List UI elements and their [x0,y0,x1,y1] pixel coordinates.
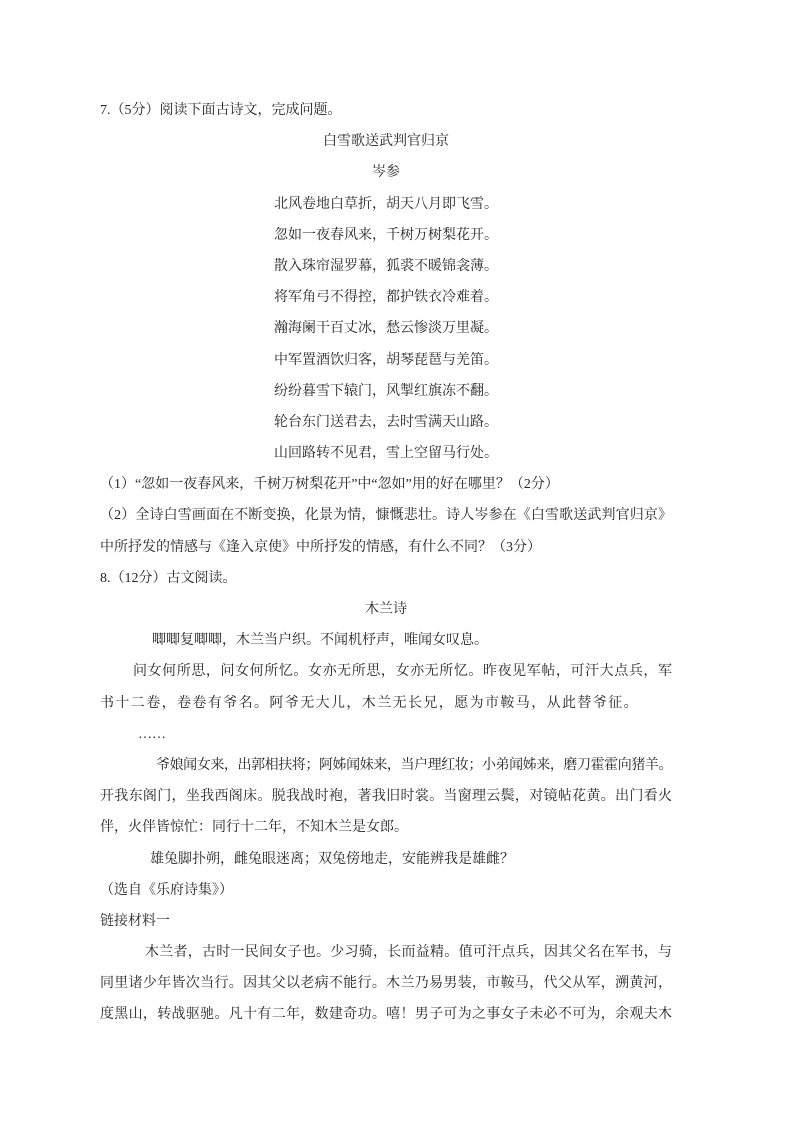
text-line-prose-cont: 开我东阁门，坐我西阁床。脱我战时袍，著我旧时裳。当窗理云鬓，对镜帖花黄。出门看火 [100,789,672,805]
text-line-material-label: 链接材料一 [100,913,170,929]
text-line-poem-line: 瀚海阑干百丈冰，愁云惨淡万里凝。 [274,321,498,337]
text-line-poem-line: 北风卷地白草折，胡天八月即飞雪。 [274,196,498,212]
text-line-prose: 爷娘闻女来，出郭相扶将；阿姊闻妹来，当户理红妆；小弟闻姊来，磨刀霍霍向猪羊。 [156,757,672,773]
text-line-question-7-header: 7.（5分）阅读下面古诗文，完成问题。 [100,103,342,118]
text-line-poem-line: 山回路转不见君，雪上空留马行处。 [274,446,498,462]
text-line-prose-title: 木兰诗 [365,602,407,617]
text-line-poem-line: 轮台东门送君去，去时雪满天山路。 [274,414,498,430]
text-line-poem-line: 忽如一夜春风来，千树万树梨花开。 [274,227,498,243]
text-line-poem-line: 将军角弓不得控，都护铁衣冷难着。 [274,290,498,306]
text-line-prose: 雄兔脚扑朔，雌兔眼迷离；双兔傍地走，安能辨我是雄雌？ [150,851,514,867]
text-line-ellipsis: …… [138,726,166,742]
text-line-prose: 木兰者，古时一民间女子也。少习骑，长而益精。值可汗点兵，因其父名在军书，与 [145,945,672,961]
document-page [100,95,672,1031]
text-line-prose-cont: 伴，火伴皆惊忙：同行十二年，不知木兰是女郎。 [100,820,408,836]
text-line-sub-question-2-cont: 中所抒发的情感与《逢入京使》中所抒发的情感，有什么不同？（3分） [100,539,541,555]
text-line-prose: 唧唧复唧唧，木兰当户织。不闻机杼声，唯闻女叹息。 [152,633,488,649]
text-line-poem-line: 中军置酒饮归客，胡琴琵琶与羌笛。 [274,352,498,368]
text-line-poem-title: 白雪歌送武判官归京 [323,134,449,150]
text-line-poem-line: 散入珠帘湿罗幕，狐裘不暖锦衾薄。 [274,258,498,274]
text-line-question-8-header: 8.（12分）古文阅读。 [100,570,237,586]
text-line-poem-line: 纷纷暮雪下辕门，风掣红旗冻不翻。 [274,383,498,399]
text-line-prose: 问女何所思，问女何所忆。女亦无所思，女亦无所忆。昨夜见军帖，可汗大点兵，军 [133,664,672,680]
text-line-prose-cont: 同里诸少年皆次当行。因其父以老病不能行。木兰乃易男装，市鞍马，代父从军，溯黄河， [100,976,672,992]
text-line-poem-author: 岑参 [372,165,400,181]
text-line-source-note: （选自《乐府诗集》） [100,882,233,898]
text-line-prose-cont: 度黑山，转战驱驰。凡十有二年，数建奇功。嘻！男子可为之事女子未必不可为，余观夫木 [100,1007,672,1023]
text-line-prose-cont: 书十二卷，卷卷有爷名。阿爷无大儿，木兰无长兄，愿为市鞍马，从此替爷征。 [100,695,639,711]
text-line-sub-question-1: （1）“忽如一夜春风来，千树万树梨花开”中“忽如”用的好在哪里？（2分） [100,477,559,493]
text-line-sub-question-2: （2）全诗白雪画面在不断变换，化景为情，慷慨悲壮。诗人岑参在《白雪歌送武判官归京》 [100,508,672,524]
